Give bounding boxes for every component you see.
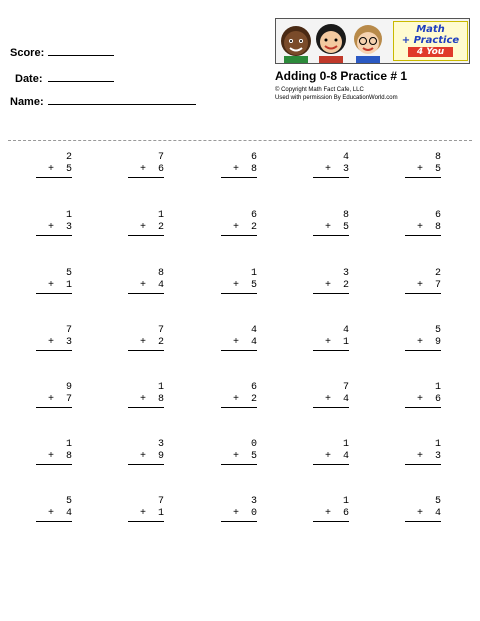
addend-top: 7	[65, 325, 72, 336]
score-field	[10, 43, 114, 61]
addend-bottom: + 4	[36, 508, 72, 522]
addend-top: 1	[434, 382, 441, 393]
addition-problem	[128, 496, 164, 522]
addend-top: 6	[250, 152, 257, 163]
logo-text-line-1: Math	[416, 24, 445, 35]
addition-problem	[221, 382, 257, 408]
name-label: Name:	[10, 96, 44, 108]
addend-bottom: + 2	[221, 394, 257, 408]
addend-top: 1	[342, 439, 349, 450]
addend-top: 8	[434, 152, 441, 163]
addend-top: 4	[342, 325, 349, 336]
addend-bottom: + 2	[128, 222, 164, 236]
addend-top: 1	[157, 210, 164, 221]
addend-bottom: + 8	[36, 451, 72, 465]
addend-top: 3	[250, 496, 257, 507]
copyright-notice	[275, 86, 398, 102]
addition-problem	[313, 152, 349, 178]
addend-top: 6	[434, 210, 441, 221]
addition-problem	[313, 268, 349, 294]
addition-problem	[128, 210, 164, 236]
addend-top: 0	[250, 439, 257, 450]
addend-top: 1	[65, 210, 72, 221]
addend-bottom: + 6	[405, 394, 441, 408]
addend-top: 1	[65, 439, 72, 450]
score-blank-line[interactable]	[48, 46, 114, 56]
addition-problem	[128, 152, 164, 178]
addend-bottom: + 3	[36, 337, 72, 351]
addend-bottom: + 5	[221, 280, 257, 294]
addend-top: 5	[65, 496, 72, 507]
addend-top: 1	[434, 439, 441, 450]
addition-problem	[36, 268, 72, 294]
addend-top: 7	[157, 496, 164, 507]
addend-top: 2	[65, 152, 72, 163]
addend-top: 1	[342, 496, 349, 507]
addition-problem	[221, 496, 257, 522]
addend-bottom: + 7	[36, 394, 72, 408]
addend-top: 5	[65, 268, 72, 279]
logo-text-line-3: 4 You	[408, 47, 453, 57]
addition-problem	[128, 268, 164, 294]
addition-problem	[36, 382, 72, 408]
addend-top: 7	[157, 325, 164, 336]
addition-problem	[313, 382, 349, 408]
addition-problem	[313, 496, 349, 522]
addend-bottom: + 3	[313, 164, 349, 178]
addend-bottom: + 6	[313, 508, 349, 522]
addition-problem	[36, 325, 72, 351]
addend-bottom: + 8	[405, 222, 441, 236]
addition-problem	[36, 496, 72, 522]
addend-top: 1	[157, 382, 164, 393]
addend-bottom: + 3	[36, 222, 72, 236]
addition-problem	[313, 210, 349, 236]
header-divider	[8, 140, 472, 141]
addend-top: 1	[250, 268, 257, 279]
addend-bottom: + 4	[128, 280, 164, 294]
addition-problem	[405, 439, 441, 465]
addend-bottom: + 2	[128, 337, 164, 351]
addend-top: 7	[342, 382, 349, 393]
score-label: Score:	[10, 47, 45, 59]
addend-bottom: + 7	[405, 280, 441, 294]
date-label: Date:	[15, 73, 43, 85]
addition-problem	[221, 210, 257, 236]
addend-top: 7	[157, 152, 164, 163]
permission-line: Used with permission By EducationWorld.com	[275, 95, 398, 101]
logo-text-line-2: + Practice	[401, 35, 460, 46]
addition-problem	[405, 382, 441, 408]
date-blank-line[interactable]	[48, 72, 114, 82]
addend-bottom: + 9	[405, 337, 441, 351]
worksheet-title: Adding 0-8 Practice # 1	[275, 69, 408, 83]
addition-problem	[128, 439, 164, 465]
addition-problem	[405, 268, 441, 294]
addend-bottom: + 5	[36, 164, 72, 178]
addend-top: 9	[65, 382, 72, 393]
addend-bottom: + 0	[221, 508, 257, 522]
addend-bottom: + 4	[313, 451, 349, 465]
addend-top: 4	[342, 152, 349, 163]
addend-bottom: + 6	[128, 164, 164, 178]
addend-top: 8	[157, 268, 164, 279]
addend-bottom: + 9	[128, 451, 164, 465]
addend-top: 8	[342, 210, 349, 221]
addition-problem	[221, 268, 257, 294]
addend-bottom: + 5	[405, 164, 441, 178]
addend-bottom: + 4	[221, 337, 257, 351]
addition-problem	[221, 439, 257, 465]
addition-problem	[405, 152, 441, 178]
math-practice-4-you-badge	[393, 21, 468, 61]
addend-top: 3	[157, 439, 164, 450]
addition-problem	[36, 210, 72, 236]
addend-bottom: + 5	[221, 451, 257, 465]
addition-problem	[405, 325, 441, 351]
addend-top: 6	[250, 382, 257, 393]
addition-problem	[405, 496, 441, 522]
addend-top: 2	[434, 268, 441, 279]
addend-top: 3	[342, 268, 349, 279]
kids-illustration-icon	[276, 19, 394, 64]
addend-bottom: + 1	[313, 337, 349, 351]
addition-problem	[221, 152, 257, 178]
copyright-line: © Copyright Math Fact Cafe, LLC	[275, 87, 364, 93]
addition-problem	[405, 210, 441, 236]
date-field	[15, 69, 114, 87]
addition-problem	[313, 439, 349, 465]
name-blank-line[interactable]	[48, 95, 196, 105]
addend-bottom: + 8	[128, 394, 164, 408]
addend-bottom: + 2	[313, 280, 349, 294]
addition-problem	[221, 325, 257, 351]
addition-problem	[313, 325, 349, 351]
addend-bottom: + 5	[313, 222, 349, 236]
addend-bottom: + 2	[221, 222, 257, 236]
addend-bottom: + 8	[221, 164, 257, 178]
name-field	[10, 92, 196, 110]
addend-bottom: + 4	[313, 394, 349, 408]
addition-problem	[128, 382, 164, 408]
math-practice-logo	[275, 18, 470, 64]
addend-bottom: + 3	[405, 451, 441, 465]
addend-top: 4	[250, 325, 257, 336]
addend-bottom: + 1	[36, 280, 72, 294]
addend-bottom: + 1	[128, 508, 164, 522]
addition-problem	[128, 325, 164, 351]
addition-problem	[36, 439, 72, 465]
addend-top: 5	[434, 325, 441, 336]
addend-bottom: + 4	[405, 508, 441, 522]
addition-problem	[36, 152, 72, 178]
addend-top: 6	[250, 210, 257, 221]
addend-top: 5	[434, 496, 441, 507]
